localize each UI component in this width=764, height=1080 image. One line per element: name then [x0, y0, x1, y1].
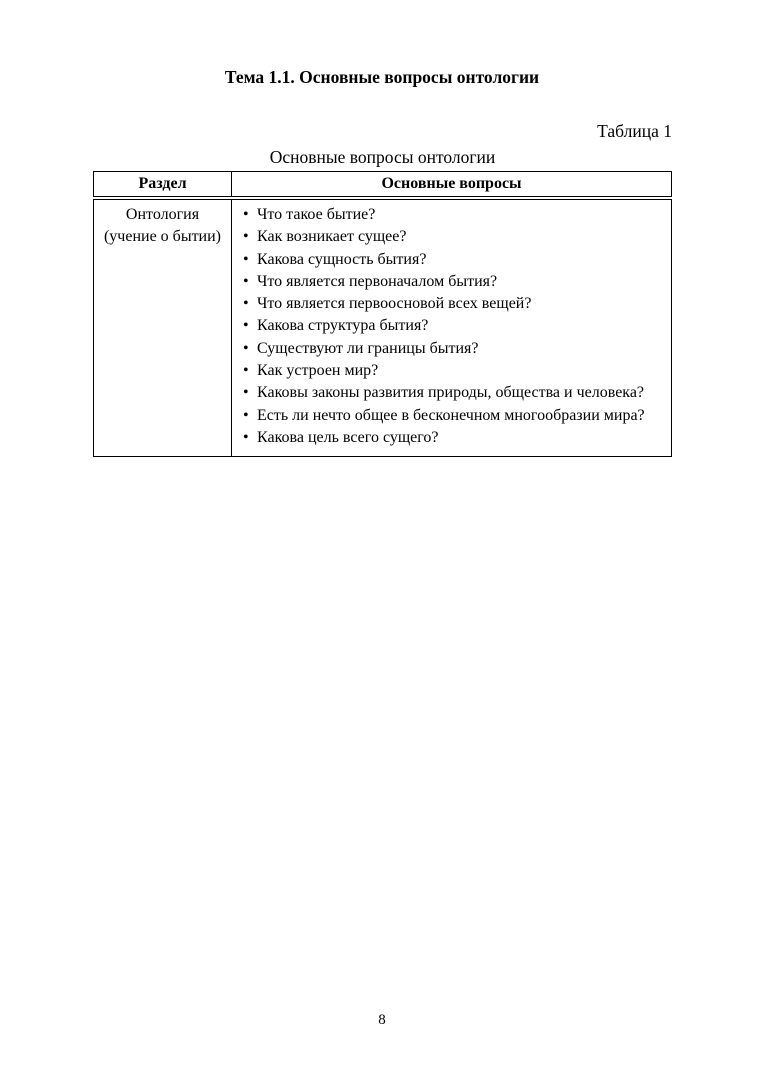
questions-list [243, 204, 663, 449]
section-subtitle: (учение о бытии) [103, 228, 222, 246]
page-number: 8 [378, 1012, 386, 1028]
page-title: Тема 1.1. Основные вопросы онтологии [224, 67, 540, 87]
question-item: • Как возникает сущее? [243, 226, 663, 248]
question-item: • Что такое бытие? [243, 204, 663, 226]
table-caption: Основные вопросы онтологии [269, 147, 496, 167]
table-row [94, 198, 672, 457]
column-header-section: Раздел [94, 172, 232, 199]
question-item: • Существуют ли границы бытия? [243, 338, 663, 360]
section-name: Онтология [125, 206, 200, 223]
question-item: • Что является первоосновой всех вещей? [243, 293, 663, 315]
question-item: • Какова сущность бытия? [243, 249, 663, 271]
question-item: • Какова цель всего сущего? [243, 427, 663, 449]
questions-cell [232, 198, 672, 457]
question-item: • Каковы законы развития природы, общества и человека? [243, 382, 663, 404]
table-header-row [94, 172, 672, 199]
question-item: • Какова структура бытия? [243, 315, 663, 337]
question-item: • Как устроен мир? [243, 360, 663, 382]
section-cell [94, 198, 232, 457]
table-number-label: Таблица 1 [597, 121, 672, 141]
column-header-questions: Основные вопросы [232, 172, 672, 199]
ontology-questions-table [93, 171, 672, 457]
question-item: • Что является первоначалом бытия? [243, 271, 663, 293]
question-item: • Есть ли нечто общее в бесконечном многообразии мира? [243, 405, 663, 427]
